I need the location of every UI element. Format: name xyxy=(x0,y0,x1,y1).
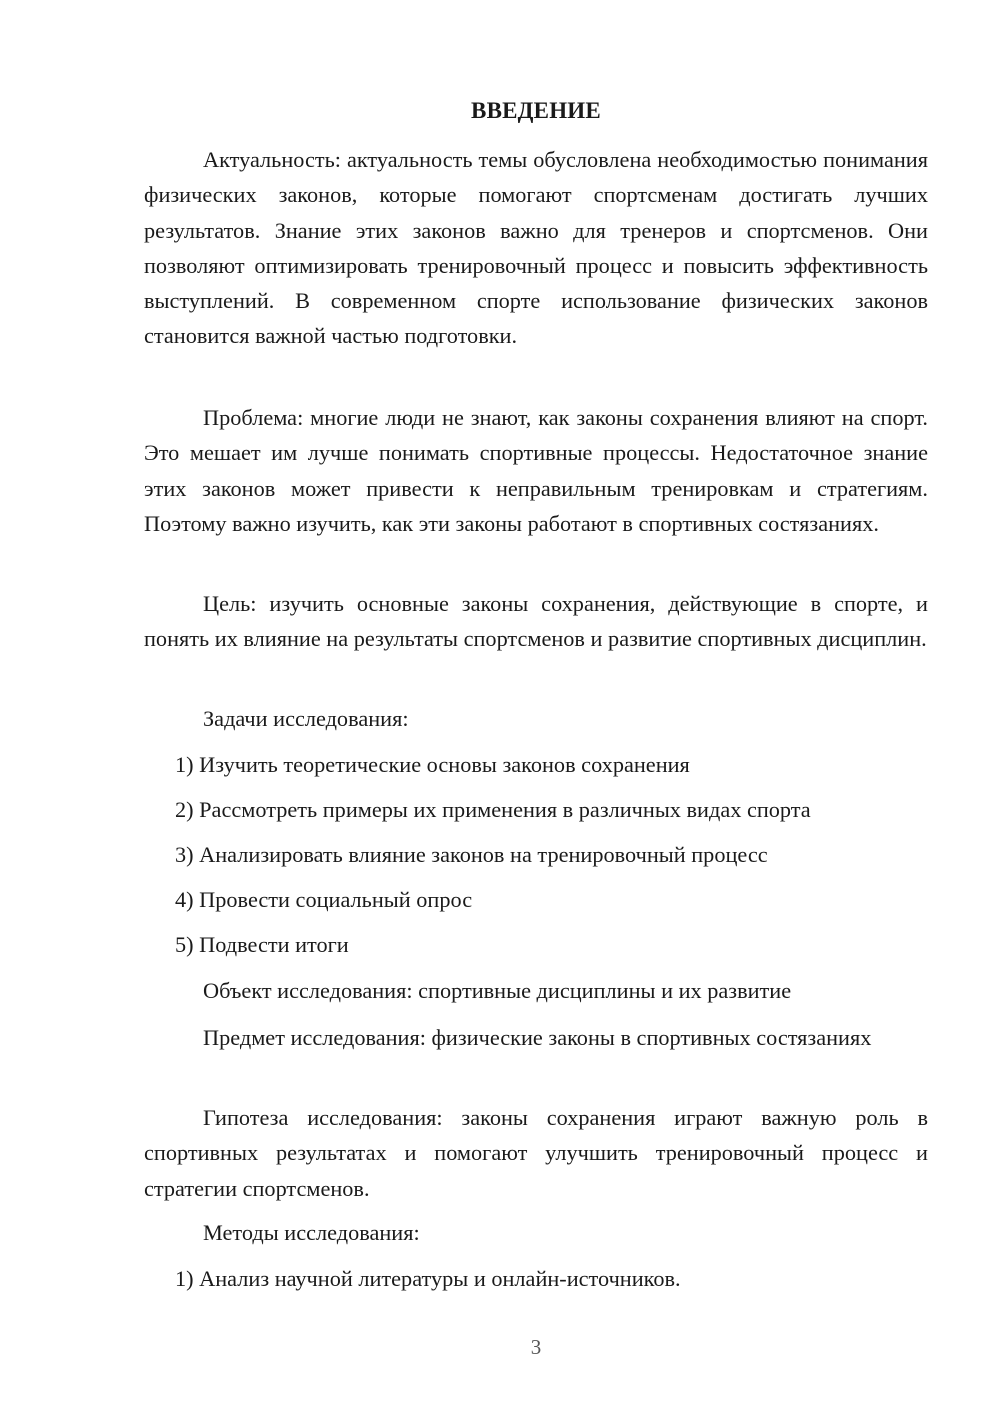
methods-heading: Методы исследования: xyxy=(203,1220,420,1245)
section-title: ВВЕДЕНИЕ xyxy=(471,98,601,123)
subject-paragraph: Предмет исследования: физические законы в спортивных состязаниях xyxy=(203,1025,872,1050)
task-item: 3) Анализировать влияние законов на тренировочный процесс xyxy=(175,842,768,867)
task-item: 4) Провести социальный опрос xyxy=(175,887,473,912)
object-line: Объект исследования: спортивные дисциплины и их развитие xyxy=(203,978,792,1003)
hypothesis-paragraph: Гипотеза исследования: законы сохранения играют важную роль в спортивных результатах и помогают улучшить тренировочный процесс и стратегии спортсменов. xyxy=(144,1105,928,1201)
task-item: 5) Подвести итоги xyxy=(175,932,349,957)
problem-paragraph: Проблема: многие люди не знают, как законы сохранения влияют на спорт. Это мешает им лучше понимать спортивные процессы. Недостаточное знание этих законов может привести к неправильным тренировкам и стратегиям. Поэтому важно изучить, как эти законы работают в спортивных состязаниях. xyxy=(144,405,928,536)
task-item: 1) Изучить теоретические основы законов сохранения xyxy=(175,752,690,777)
task-item: 2) Рассмотреть примеры их применения в различных видах спорта xyxy=(175,797,811,822)
goal-paragraph: Цель: изучить основные законы сохранения, действующие в спорте, и понять их влияние на результаты спортсменов и развитие спортивных дисциплин. xyxy=(144,591,928,652)
relevance-paragraph: Актуальность: актуальность темы обусловлена необходимостью понимания физических законов, которые помогают спортсменам достигать лучших результатов. Знание этих законов важно для тренеров и спортсменов. Они позволяют оптимизировать тренировочный процесс и повысить эффективность выступлений. В современном спорте использование физических законов становится важной частью подготовки. xyxy=(144,147,928,349)
page-number: 3 xyxy=(530,1335,542,1359)
tasks-heading: Задачи исследования: xyxy=(203,706,409,731)
method-item: 1) Анализ научной литературы и онлайн-источников. xyxy=(175,1266,681,1291)
